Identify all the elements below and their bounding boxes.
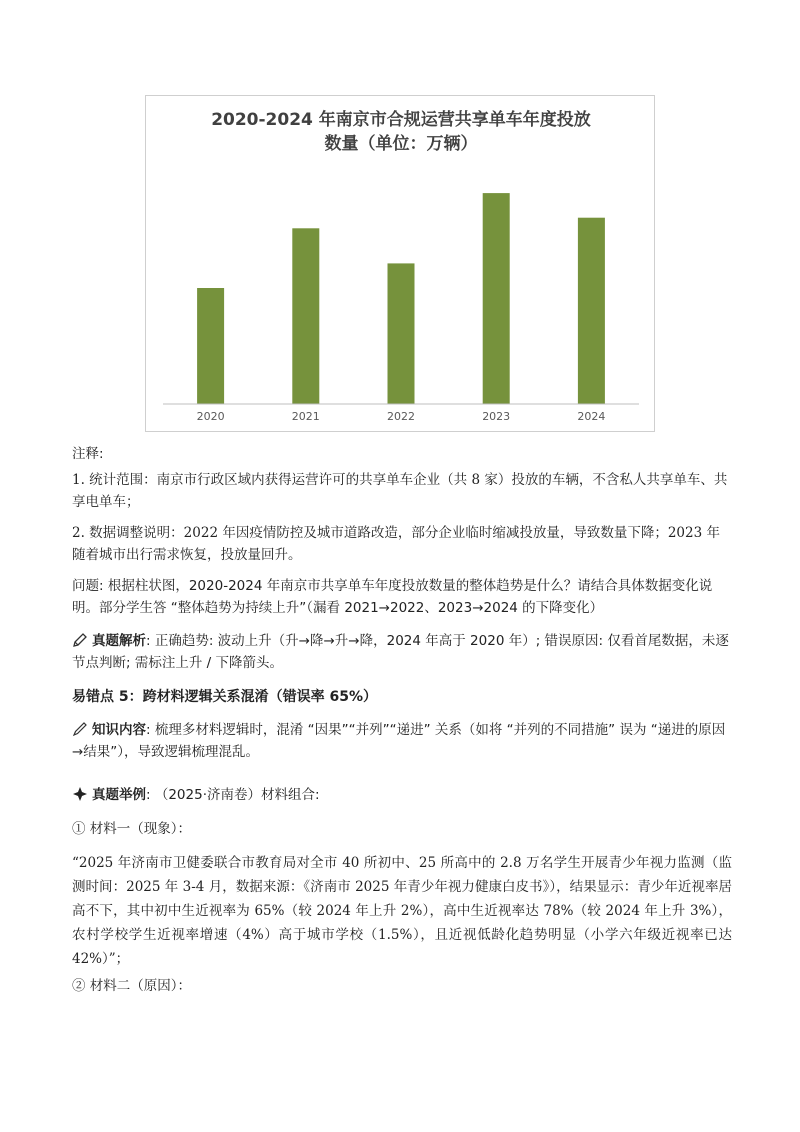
analysis-text: : 正确趋势: 波动上升（升→降→升→降，2024 年高于 2020 年）; 错误原因: 仅看首尾数据，未逐节点判断; 需标注上升 / 下降箭头。 (72, 633, 729, 671)
knowledge-paragraph (72, 719, 732, 763)
pen-icon (72, 721, 88, 737)
chart-title-line1: 2020-2024 年南京市合规运营共享单车年度投放 (211, 110, 591, 130)
x-tick-label-2020: 2020 (196, 410, 225, 423)
notes-heading: 注释: (72, 446, 104, 462)
material1-heading: ① 材料一（现象）： (72, 821, 192, 837)
section-title: 易错点 5：跨材料逻辑关系混淆（错误率 65%） (72, 689, 377, 705)
diamond-bullet-icon (72, 786, 88, 802)
bar-2023 (483, 193, 510, 404)
note-item-2: 2. 数据调整说明：2022 年因疫情防控及城市道路改造，部分企业临时缩减投放量，导致数量下降；2023 年随着城市出行需求恢复，投放量回升。 (72, 525, 720, 563)
note-item-1: 1. 统计范围：南京市行政区域内获得运营许可的共享单车企业（共 8 家）投放的车辆，不含私人共享单车、共享电单车； (72, 472, 728, 510)
analysis-label: 真题解析 (92, 633, 146, 649)
x-tick-label-2023: 2023 (482, 410, 511, 423)
pencil-icon (72, 632, 88, 648)
x-tick-label-2024: 2024 (577, 410, 606, 423)
question-label: 问题 (72, 578, 99, 594)
example-paragraph (72, 784, 732, 806)
question-paragraph (72, 575, 732, 619)
bar-2024 (578, 218, 605, 404)
material1-text: “2025 年济南市卫健委联合市教育局对全市 40 所初中、25 所高中的 2.8 万名学生开展青少年视力监测（监测时间：2025 年 3-4 月，数据来源：《济南市 2025 年青少年视力健康白皮书》），结果显示：青少年近视率居高不下，其中初中生近视率为 65%（较 2024 年上升 2%），高中生近视率达 78%（较 2024 年上升 3%），农村学校学生近视率增速（4%）高于城市学校（1.5%），且近视低龄化趋势明显（小学六年级近视率已达 42%）”； (72, 855, 732, 967)
bar-chart (145, 95, 655, 432)
analysis-paragraph (72, 630, 732, 674)
example-label: 真题举例 (92, 787, 146, 803)
knowledge-text: : 梳理多材料逻辑时，混淆 “因果”“并列”“递进” 关系（如将 “并列的不同措施” 误为 “递进的原因→结果”），导致逻辑梳理混乱。 (72, 722, 726, 760)
chart-title-line2: 数量（单位：万辆） (324, 134, 478, 154)
bar-2020 (197, 288, 224, 404)
bar-2022 (388, 263, 415, 404)
x-tick-label-2022: 2022 (387, 410, 415, 423)
knowledge-label: 知识内容 (92, 722, 146, 738)
chart-canvas (146, 96, 656, 433)
question-text: : 根据柱状图，2020-2024 年南京市共享单车年度投放数量的整体趋势是什么？请结合具体数据变化说明。部分学生答 “整体趋势为持续上升”（漏看 2021→2022、2023→2024 的下降变化） (72, 578, 713, 616)
example-text: : （2025·济南卷）材料组合: (146, 787, 320, 803)
bar-2021 (292, 228, 319, 404)
material2-heading: ② 材料二（原因）： (72, 978, 192, 994)
x-tick-label-2021: 2021 (291, 410, 320, 423)
